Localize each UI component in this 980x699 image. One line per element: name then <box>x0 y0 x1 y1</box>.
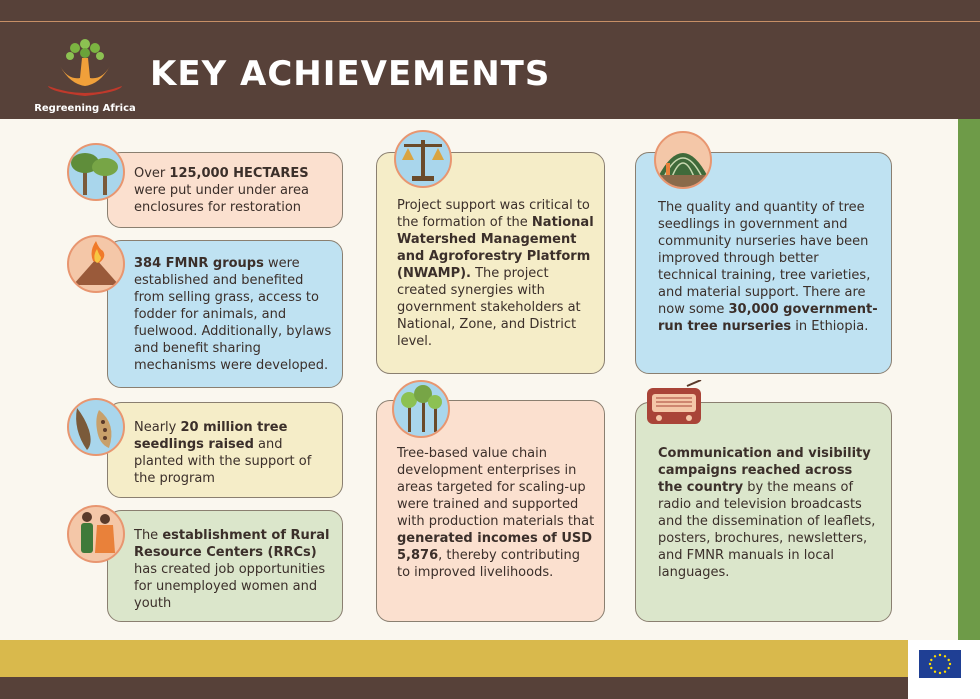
card-seedlings-text: Nearly 20 million tree seedlings raised and planted with the support of the program <box>134 420 312 486</box>
tree-logo-icon <box>30 36 140 98</box>
side-green-bar <box>958 119 980 640</box>
scales-icon <box>394 130 452 188</box>
eu-funding-badge <box>908 640 980 699</box>
logo <box>30 36 140 114</box>
header <box>0 22 980 119</box>
card-fmnr <box>107 240 343 388</box>
card-seedlings <box>107 402 343 498</box>
greenhouse-icon <box>654 131 712 189</box>
seed-pod-icon <box>67 398 125 456</box>
page-title: KEY ACHIEVEMENTS <box>150 54 551 94</box>
card-hectares-text: Over 125,000 HECTARES were put under under area enclosures for restoration <box>134 166 309 215</box>
card-rrc <box>107 510 343 622</box>
card-communication-text: Communication and visibility campaigns reached across the country by the means of radio and television broadcasts and the dissemination of leaflets, posters, brochures, newsletters, and FMNR manuals in local languages. <box>658 446 876 580</box>
fire-icon <box>67 235 125 293</box>
trees-icon <box>67 143 125 201</box>
top-bar <box>0 0 980 22</box>
card-rrc-text: The establishment of Rural Resource Centers (RRCs) has created job opportunities for unemployed women and youth <box>134 528 330 611</box>
card-communication <box>635 402 892 622</box>
card-hectares <box>107 152 343 228</box>
logo-text: Regreening Africa <box>34 103 136 114</box>
eu-flag-icon <box>919 650 961 678</box>
card-value-chain-text: Tree-based value chain development enterprises in areas targeted for scaling-up were trained and supported with production materials that generated incomes of USD 5,876, thereby contributing to improved livelihoods. <box>397 446 595 580</box>
farmers-icon <box>67 505 125 563</box>
saplings-icon <box>392 380 450 438</box>
card-fmnr-text: 384 FMNR groups were established and benefited from selling grass, access to fodder for animals, and fuelwood. Additionally, bylaws and benefit sharing mechanisms were developed. <box>134 256 332 373</box>
radio-icon <box>643 380 707 430</box>
bottom-bar <box>0 677 908 699</box>
bottom-gold-bar <box>0 640 908 677</box>
card-nwamp-text: Project support was critical to the formation of the National Watershed Management and Agroforestry Platform (NWAMP). The project created synergies with government stakeholders at National, Zone, and District level. <box>397 198 594 349</box>
card-nurseries-text: The quality and quantity of tree seedlings in government and community nurseries have been improved through better technical training, tree varieties, and material support. There are now some 30,000 government-run tree nurseries in Ethiopia. <box>658 200 878 334</box>
